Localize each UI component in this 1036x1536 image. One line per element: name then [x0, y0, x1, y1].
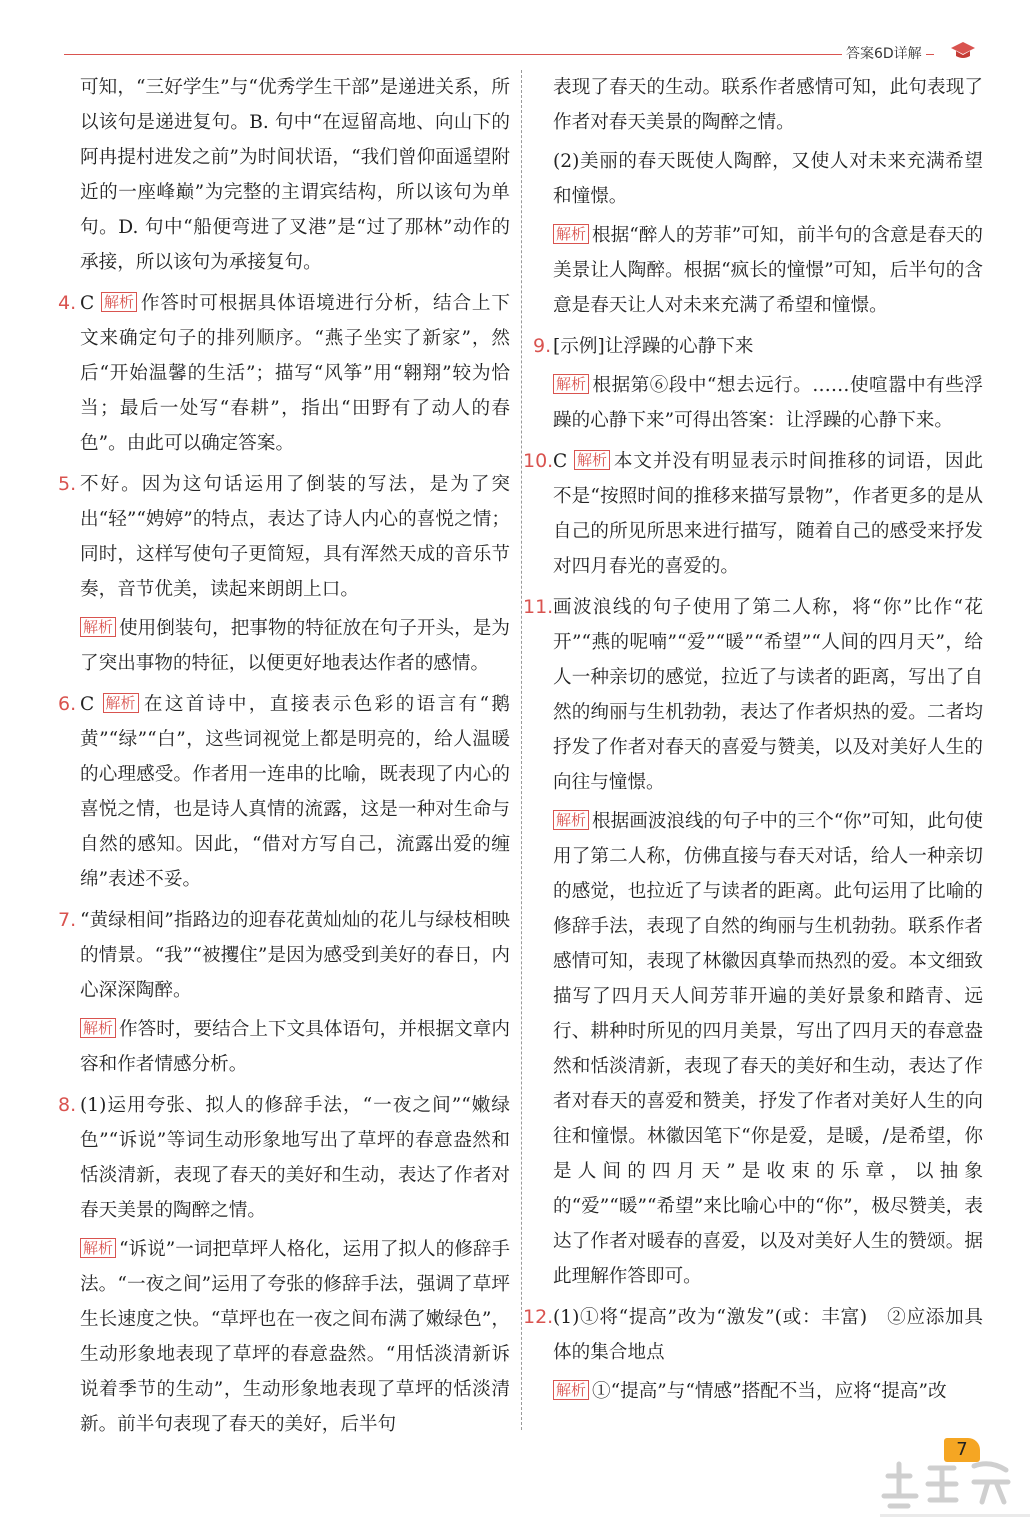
answer-text: “黄绿相间”指路边的迎春花黄灿灿的花儿与绿枝相映的情景。“我”“被攫住”是因为感受到美好的春日，内心深深陶醉。 [80, 910, 510, 1001]
question-number: 7. [58, 909, 77, 931]
header-title: 答案6D详解 [842, 43, 926, 63]
answer-text: (1)运用夸张、拟人的修辞手法，“一夜之间”“嫩绿色”“诉说”等词生动形象地写出了草坪的春意盎然和恬淡清新，表现了春天的美好和生动，表达了作者对春天美景的陶醉之情。 [80, 1095, 510, 1221]
column-divider [521, 70, 522, 1430]
analysis-text: 根据画波浪线的句子中的三个“你”可知，此句使用了第二人称，仿佛直接与春天对话，给人一种亲切的感觉，也拉近了与读者的距离。此句运用了比喻的修辞手法，表现了自然的绚丽与生机勃勃。联系作者感情可知，表现了林徽因真挚而热烈的爱。本文细致描写了四月天人间芳菲开遍的美好景象和踏青、远行、耕种时所见的四月美景，写出了四月天的春意盎然和恬淡清新，表现了春天的美好和生动，表达了作者对春天的喜爱和赞美，抒发了作者对美好人生的向往和憧憬。林徽因笔下“你是爱，是暖，/是希望，你是人间的四月天”是收束的乐章，以抽象的“爱”“暖”“希望”来比喻心中的“你”，极尽赞美，表达了作者对暖春的喜爱，以及对美好人生的赞颂。据此理解作答即可。 [553, 811, 983, 1287]
analysis-text: ①“提高”与“情感”搭配不当，应将“提高”改 [592, 1381, 947, 1402]
answer-text: C [80, 694, 103, 715]
answer-5 [58, 467, 510, 681]
page-number: 7 [944, 1438, 980, 1462]
question-number: 4. [58, 292, 77, 314]
answer-text: 不好。因为这句话运用了倒装的写法，是为了突出“轻”“娉婷”的特点，表达了诗人内心的喜悦之情；同时，这样写使句子更简短，具有浑然天成的音乐节奏，音节优美，读起来朗朗上口。 [80, 474, 510, 600]
question-number: 8. [58, 1094, 77, 1116]
answer-8 [58, 1088, 510, 1442]
question-number: 11. [523, 596, 554, 618]
analysis-tag: 解析 [553, 374, 589, 394]
answer-text: [示例]让浮躁的心静下来 [553, 336, 754, 357]
analysis-text: 作答时可根据具体语境进行分析，结合上下文来确定句子的排列顺序。“燕子坐实了新家”，然后“开始温馨的生活”；描写“风筝”用“翱翔”较为恰当；最后一处写“春耕”，指出“田野有了动人的春色”。由此可以确定答案。 [80, 293, 510, 454]
analysis-text: 作答时，要结合上下文具体语句，并根据文章内容和作者情感分析。 [80, 1019, 510, 1075]
header-rule [64, 54, 934, 55]
analysis-text: 本文并没有明显表示时间推移的词语，因此不是“按照时间的推移来描写景物”，作者更多的是从自己的所见所思来进行描写，随着自己的感受来抒发对四月春光的喜爱的。 [553, 451, 983, 577]
question-number: 9. [533, 335, 552, 357]
question-number: 5. [58, 473, 77, 495]
answer-text: 画波浪线的句子使用了第二人称，将“你”比作“花开”“燕的呢喃”“爱”“暖”“希望”“人间的四月天”，给人一种亲切的感觉，拉近了与读者的距离，写出了自然的绚丽与生机勃勃，表达了作者炽热的爱。二者均抒发了作者对春天的喜爱与赞美，以及对美好人生的向往与憧憬。 [553, 597, 983, 793]
analysis-text: “诉说”一词把草坪人格化，运用了拟人的修辞手法。“一夜之间”运用了夸张的修辞手法，强调了草坪生长速度之快。“草坪也在一夜之间布满了嫩绿色”，生动形象地表现了草坪的春意盎然。“用恬淡清新诉说着季节的生动”，生动形象地表现了草坪的恬淡清新。前半句表现了春天的美好，后半句 [80, 1239, 510, 1435]
answer-6 [58, 687, 511, 897]
answer-9 [533, 329, 983, 438]
answer-11 [523, 590, 983, 1294]
analysis-tag: 解析 [80, 1018, 116, 1038]
analysis-tag: 解析 [574, 450, 610, 470]
watermark-logo [870, 1456, 1036, 1536]
answer-7 [58, 903, 510, 1082]
analysis-text: 根据“醉人的芳菲”可知，前半句的含意是春天的美景让人陶醉。根据“疯长的憧憬”可知，后半句的含意是春天让人对未来充满了希望和憧憬。 [553, 225, 983, 316]
answer-text: (1)①将“提高”改为“激发”(或：丰富) ②应添加具体的集合地点 [553, 1307, 983, 1363]
analysis-tag: 解析 [553, 810, 589, 830]
analysis-text: 在这首诗中，直接表示色彩的语言有“鹅黄”“绿”“白”，这些词视觉上都是明亮的，给人温暖的心理感受。作者用一连串的比喻，既表现了内心的喜悦之情，也是诗人真情的流露，这是一种对生命与自然的感知。因此，“借对方写自己，流露出爱的缠绵”表述不妥。 [80, 694, 511, 890]
analysis-tag: 解析 [553, 1380, 589, 1400]
answer-4 [58, 286, 510, 461]
answer-12 [523, 1300, 983, 1409]
analysis-text: 根据第⑥段中“想去远行。……使喧嚣中有些浮躁的心静下来”可得出答案：让浮躁的心静下来。 [553, 375, 983, 431]
left-column [58, 70, 511, 1442]
analysis-tag: 解析 [101, 292, 137, 312]
analysis-text: 使用倒装句，把事物的特征放在句子开头，是为了突出事物的特征，以便更好地表达作者的感情。 [80, 618, 510, 674]
answer-continuation: 表现了春天的生动。联系作者感情可知，此句表现了作者对春天美景的陶醉之情。 [553, 77, 983, 133]
analysis-tag: 解析 [553, 224, 589, 244]
analysis-tag: 解析 [80, 617, 116, 637]
analysis-tag: 解析 [80, 1238, 116, 1258]
analysis-tag: 解析 [103, 693, 139, 713]
answer-continuation: 可知，“三好学生”与“优秀学生干部”是递进关系，所以该句是递进复句。B. 句中“在逗留高地、向山下的阿冉提村进发之前”为时间状语，“我们曾仰面遥望附近的一座峰巅”为完整的主谓宾结构，所以该句为单句。D. 句中“船便弯进了叉港”是“过了那林”动作的承接，所以该句为承接复句。 [80, 77, 510, 273]
answer-text: C [553, 451, 575, 472]
question-number: 10. [523, 450, 554, 472]
answer-10 [523, 444, 983, 584]
answer-8-part2: (2)美丽的春天既使人陶醉，又使人对未来充满希望和憧憬。 [553, 151, 983, 207]
question-number: 6. [58, 693, 77, 715]
question-number: 12. [523, 1306, 554, 1328]
mortarboard-icon [950, 40, 976, 62]
answer-text: C [80, 293, 102, 314]
right-column [523, 70, 983, 1409]
